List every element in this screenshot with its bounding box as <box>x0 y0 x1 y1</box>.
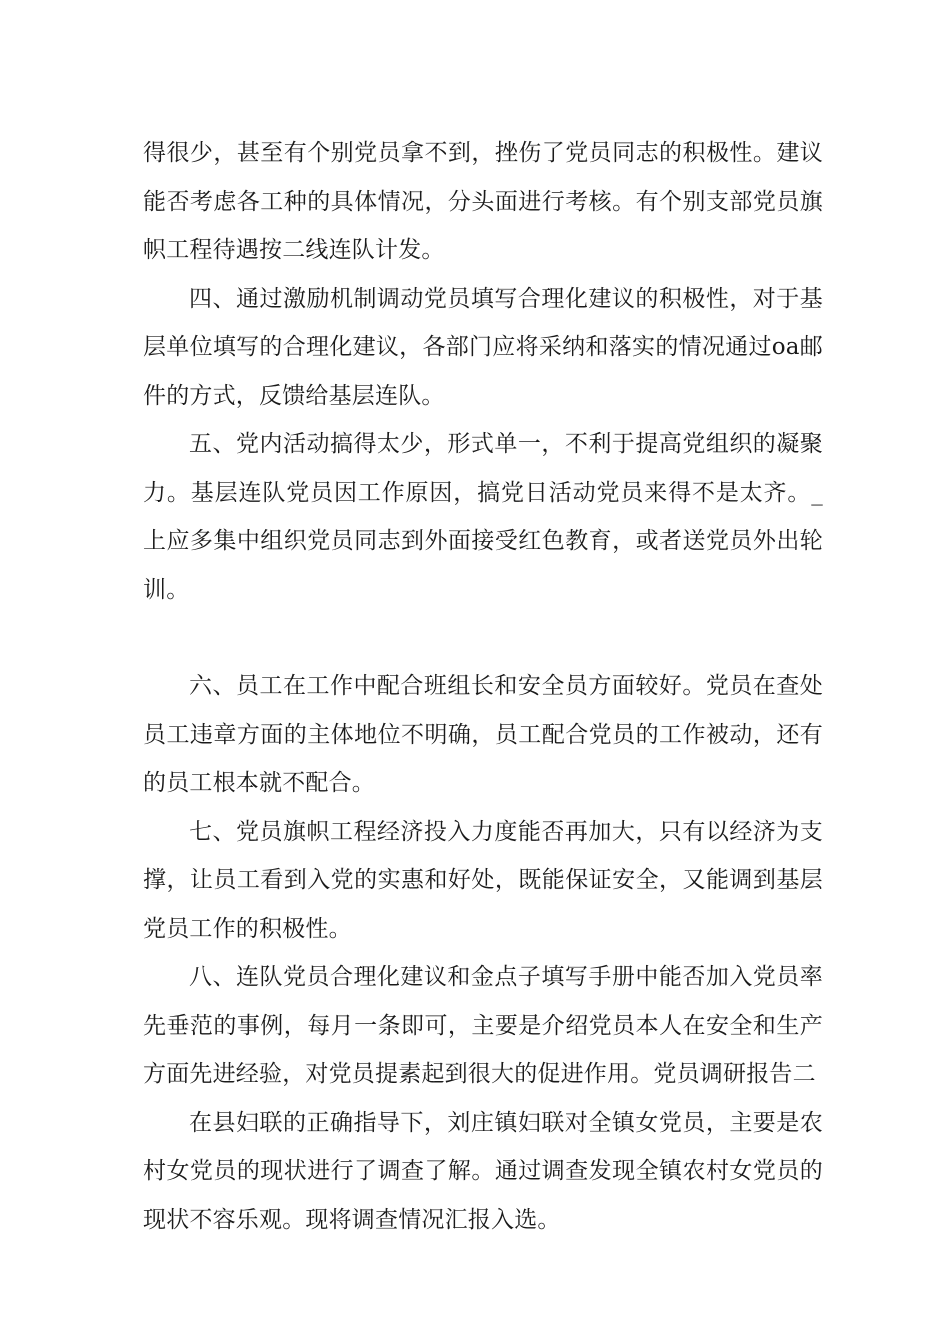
paragraph-item-6: 六、员工在工作中配合班组长和安全员方面较好。党员在查处员工违章方面的主体地位不明确，员工配合党员的工作被动，还有的员工根本就不配合。 <box>143 673 823 796</box>
paragraph-report-two-intro: 在县妇联的正确指导下，刘庄镇妇联对全镇女党员，主要是农村女党员的现状进行了调查了解。通过调查发现全镇农村女党员的现状不容乐观。现将调查情况汇报入选。 <box>143 1109 823 1233</box>
paragraph-gap <box>143 614 823 662</box>
paragraph-item-8: 八、连队党员合理化建议和金点子填写手册中能否加入党员率先垂范的事例，每月一条即可，主要是介绍党员本人在安全和生产方面先进经验，对党员提素起到很大的促进作用。党员调研报告二 <box>143 964 823 1087</box>
document-body <box>143 129 823 1244</box>
paragraph-item-7: 七、党员旗帜工程经济投入力度能否再加大，只有以经济为支撑，让员工看到入党的实惠和好处，既能保证安全，又能调到基层党员工作的积极性。 <box>143 818 823 942</box>
paragraph-item-4: 四、通过激励机制调动党员填写合理化建议的积极性，对于基层单位填写的合理化建议，各部门应将采纳和落实的情况通过oa邮件的方式，反馈给基层连队。 <box>143 285 823 409</box>
paragraph-continuation: 得很少，甚至有个别党员拿不到，挫伤了党员同志的积极性。建议能否考虑各工种的具体情况，分头面进行考核。有个别支部党员旗帜工程待遇按二线连队计发。 <box>143 140 823 263</box>
paragraph-item-5: 五、党内活动搞得太少，形式单一，不利于提高党组织的凝聚力。基层连队党员因工作原因，搞党日活动党员来得不是太齐。_上应多集中组织党员同志到外面接受红色教育，或者送党员外出轮训。 <box>143 431 823 603</box>
